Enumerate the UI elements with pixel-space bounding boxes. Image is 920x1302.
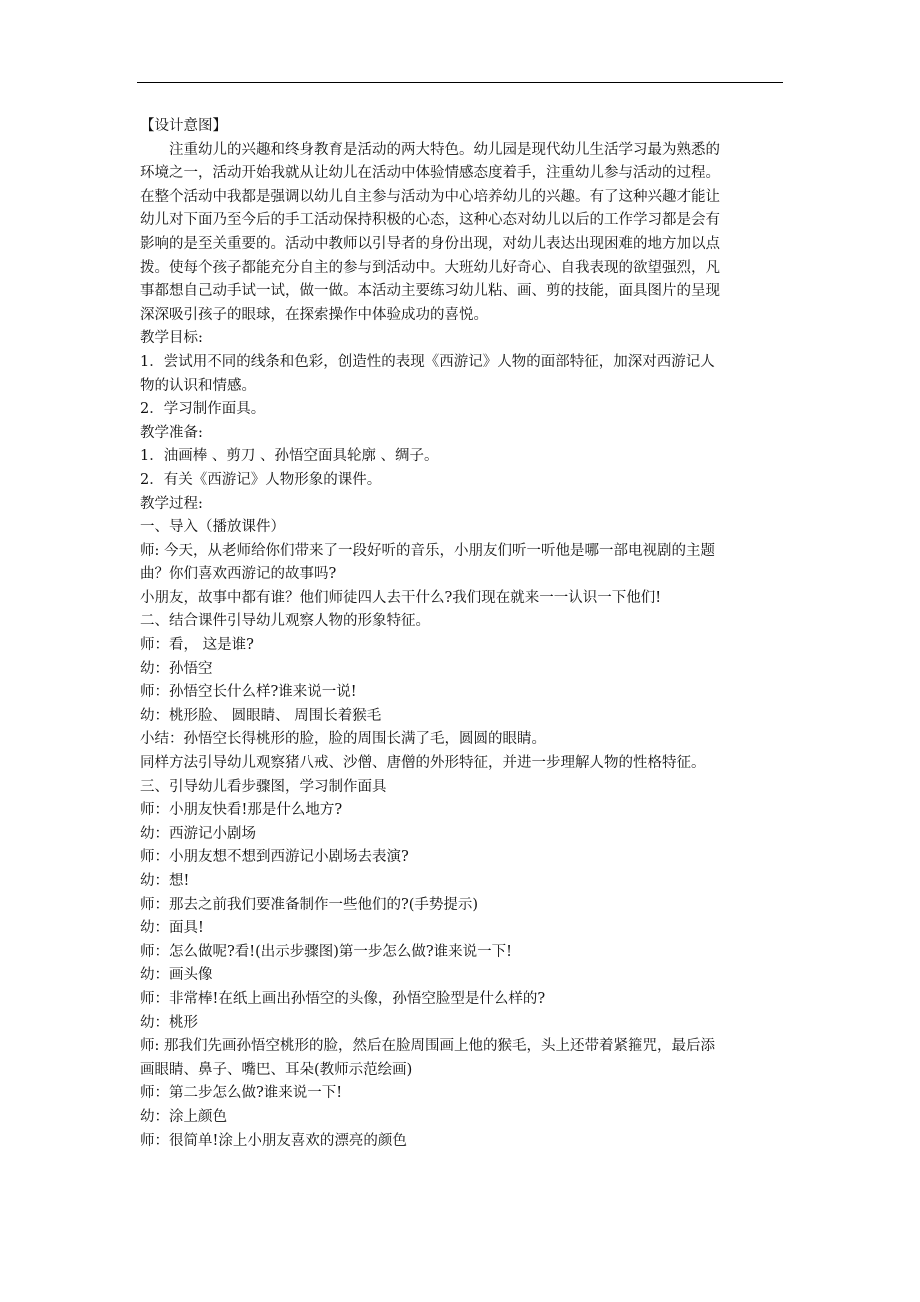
text-line: 师：孙悟空长什么样?谁来说一说! bbox=[140, 684, 357, 701]
text-line: 师：小朋友快看!那是什么地方? bbox=[140, 802, 343, 819]
text-line: 一、导入（播放课件） bbox=[140, 519, 285, 536]
text-line: 幼：桃形脸、 圆眼睛、 周围长着猴毛 bbox=[140, 707, 382, 724]
text-line: 物的认识和情感。 bbox=[140, 377, 256, 394]
header-rule bbox=[137, 82, 783, 83]
text-line: 教学过程: bbox=[140, 495, 203, 512]
text-line: 师：非常棒!在纸上画出孙悟空的头像，孙悟空脸型是什么样的? bbox=[140, 990, 546, 1007]
text-line: 师：很简单!涂上小朋友喜欢的漂亮的颜色 bbox=[140, 1132, 407, 1149]
text-line: 师：看， 这是谁? bbox=[140, 637, 254, 654]
text-line: 注重幼儿的兴趣和终身教育是活动的两大特色。幼儿园是现代幼儿生活学习最为熟悉的 bbox=[169, 141, 720, 158]
text-line: 1．尝试用不同的线条和色彩，创造性的表现《西游记》人物的面部特征，加深对西游记人 bbox=[140, 353, 715, 370]
text-line: 影响的是至关重要的。活动中教师以引导者的身份出现，对幼儿表达出现困难的地方加以点 bbox=[140, 235, 720, 252]
text-line: 环境之一，活动开始我就从让幼儿在活动中体验情感态度着手，注重幼儿参与活动的过程。 bbox=[140, 165, 720, 182]
text-line: 事都想自己动手试一试，做一做。本活动主要练习幼儿粘、画、剪的技能，面具图片的呈现 bbox=[140, 283, 720, 300]
text-line: 师：那去之前我们要准备制作一些他们的?(手势提示) bbox=[140, 896, 479, 913]
text-line: 幼：画头像 bbox=[140, 967, 213, 984]
text-line: 师: 今天，从老师给你们带来了一段好听的音乐，小朋友们听一听他是哪一部电视剧的主题 bbox=[140, 542, 715, 559]
text-line: 师：怎么做呢?看!(出示步骤图)第一步怎么做?谁来说一下! bbox=[140, 943, 513, 960]
text-line: 曲？你们喜欢西游记的故事吗? bbox=[140, 566, 337, 583]
text-line: 三、引导幼儿看步骤图，学习制作面具 bbox=[140, 778, 387, 795]
text-line: 【设计意图】 bbox=[140, 118, 227, 134]
text-line: 幼：孙悟空 bbox=[140, 660, 213, 677]
text-line: 深深吸引孩子的眼球，在探索操作中体验成功的喜悦。 bbox=[140, 306, 488, 323]
text-line: 1．油画棒 、剪刀 、孙悟空面具轮廓 、绸子。 bbox=[140, 448, 439, 465]
text-line: 画眼睛、鼻子、嘴巴、耳朵(教师示范绘画) bbox=[140, 1061, 413, 1078]
text-line: 幼：想! bbox=[140, 873, 190, 889]
document-body bbox=[140, 115, 790, 1153]
text-line: 拨。使每个孩子都能充分自主的参与到活动中。大班幼儿好奇心、自我表现的欲望强烈，凡 bbox=[140, 259, 720, 276]
text-line: 幼：涂上颜色 bbox=[140, 1108, 227, 1125]
text-line: 教学准备: bbox=[140, 424, 203, 441]
text-line: 幼儿对下面乃至今后的手工活动保持积极的心态，这种心态对幼儿以后的工作学习都是会有 bbox=[140, 212, 720, 229]
text-line: 师：小朋友想不想到西游记小剧场去表演? bbox=[140, 849, 409, 866]
text-line: 小结：孙悟空长得桃形的脸，脸的周围长满了毛，圆圆的眼睛。 bbox=[140, 731, 546, 748]
text-line: 同样方法引导幼儿观察猪八戒、沙僧、唐僧的外形特征，并进一步理解人物的性格特征。 bbox=[140, 755, 706, 772]
text-line: 幼：面具! bbox=[140, 920, 204, 937]
text-line: 小朋友，故事中都有谁？他们师徒四人去干什么?我们现在就来一一认识一下他们! bbox=[140, 589, 662, 606]
text-line: 幼：桃形 bbox=[140, 1014, 198, 1031]
text-line: 幼：西游记小剧场 bbox=[140, 825, 256, 842]
text-line: 2．有关《西游记》人物形象的课件。 bbox=[140, 471, 382, 488]
text-line: 师: 那我们先画孙悟空桃形的脸，然后在脸周围画上他的猴毛，头上还带着紧箍咒，最后添 bbox=[140, 1038, 715, 1055]
text-line: 2．学习制作面具。 bbox=[140, 401, 266, 418]
text-line: 二、结合课件引导幼儿观察人物的形象特征。 bbox=[140, 613, 430, 630]
text-line: 师：第二步怎么做?谁来说一下! bbox=[140, 1085, 343, 1102]
text-line: 教学目标: bbox=[140, 330, 203, 347]
text-line: 在整个活动中我都是强调以幼儿自主参与活动为中心培养幼儿的兴趣。有了这种兴趣才能让 bbox=[140, 188, 720, 205]
